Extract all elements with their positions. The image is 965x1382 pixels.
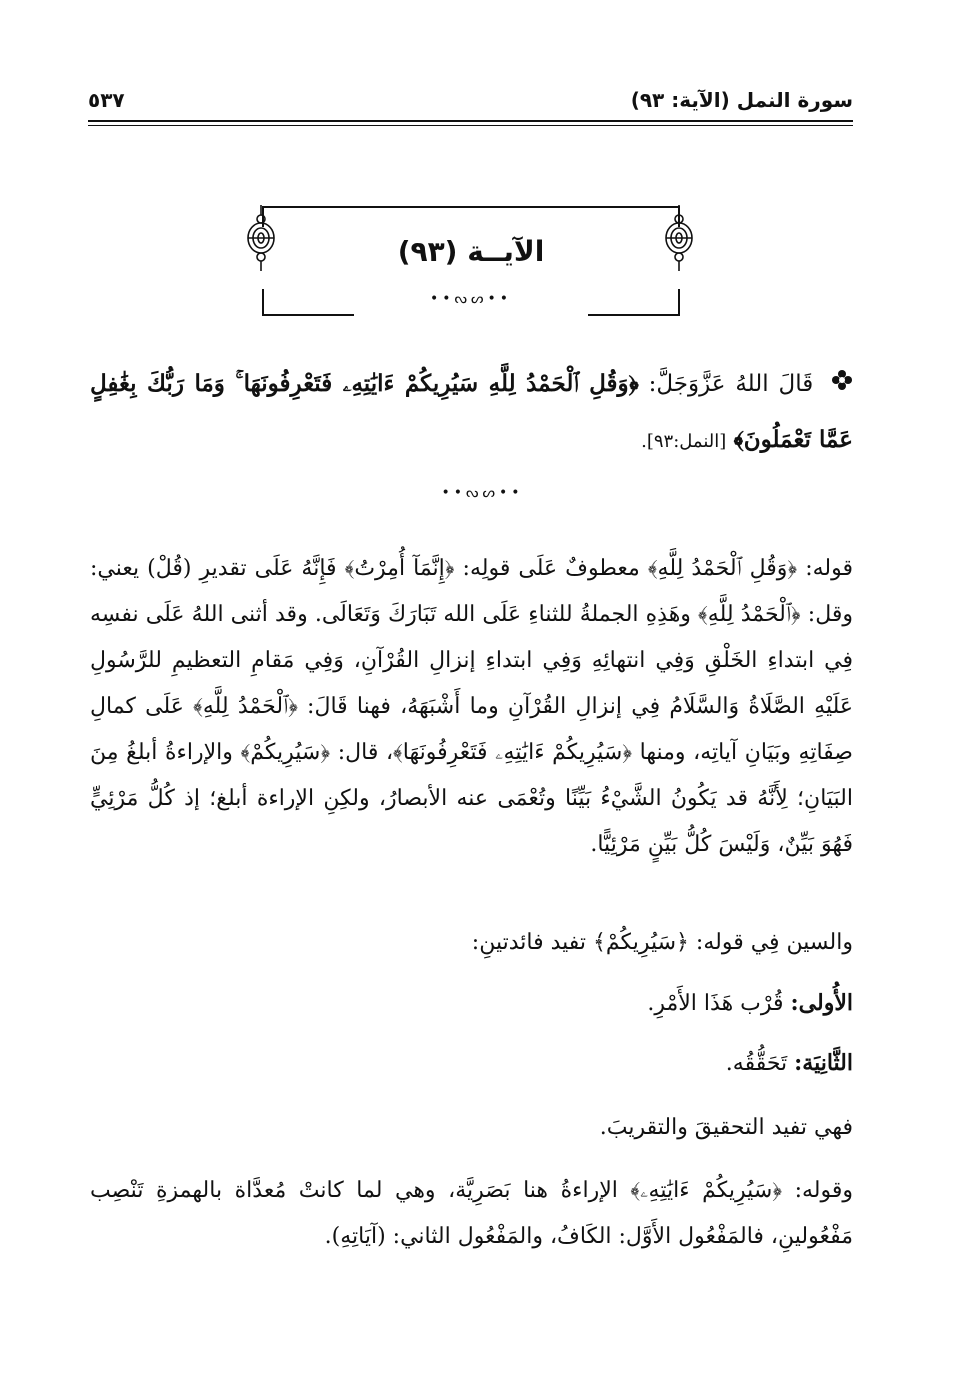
first-text: قُرْب هَذَا الأَمْرِ. (647, 991, 784, 1016)
header-rule (88, 120, 853, 122)
second-text: تَحَقُّقُه. (725, 1051, 788, 1076)
second-label: الثَّانِيَة: (794, 1050, 853, 1076)
separator-ornament: ••ᔓᔕ•• (441, 485, 524, 501)
title-ornament: ••ᔓᔕ•• (430, 291, 512, 307)
page-number: ٥٣٧ (88, 88, 125, 112)
running-title: سورة النمل (الآية: ٩٣) (630, 88, 853, 112)
paragraph-2: والسين فِي قوله: ﴿سَيُرِيكُمْ﴾ تفيد فائدتينِ: (471, 930, 853, 955)
paragraph-1: قوله: ﴿وَقُلِ ٱلْحَمْدُ لِلَّهِ﴾ معطوفٌ عَلَى قولِه: ﴿إِنَّمَآ أُمِرْتُ﴾ فَإِنَّهُ عَلَى تقديرِ (قُلْ) يعني: وقل: ﴿ٱلْحَمْدُ لِلَّهِ﴾ وهَذِهِ الجملةُ للثناءِ عَلَى الله تَبَارَكَ وَتَعَالَى. وقد أثنى اللهُ عَلَى نفسِه فِي ابتداءِ الخَلْقِ وَفِي انتهائِهِ وَفِي ابتداءِ إنزالِ القُرْآنِ، وَفِي مَقامِ التعظيمِ للرَّسُولِ عَلَيْهِ الصَّلَاةُ وَالسَّلَامُ فِي إنزالِ القُرْآنِ وما أَشْبَهَهُ، فهنا قَالَ: ﴿ٱلْحَمْدُ لِلَّهِ﴾ عَلَى كمالِ صِفَاتِهِ وبَيَانِ آياتِه، ومنها ﴿سَيُرِيكُمْ ءَايَٰتِهِۦ فَتَعْرِفُونَهَا﴾، قال: ﴿سَيُرِيكُمْ﴾ والإراءةُ أبلغُ مِنَ البَيَانِ؛ لِأَنَّهُ قد يَكُونُ الشَّيْءُ بَيِّنًا وتُعْمَى عنه الأبصارُ، ولكِنِ الإراءة أبلغ؛ إذ كُلُّ مَرْئِيٍّ فَهُوَ بَيِّنٌ، وَلَيْسَ كُلُّ بَيِّنٍ مَرْئِيًّا. (90, 556, 853, 857)
flower-bullet-icon (831, 369, 853, 391)
second-benefit (726, 1050, 853, 1076)
section-title-frame (262, 205, 680, 317)
verse-block (90, 356, 853, 470)
first-benefit (647, 990, 853, 1016)
section-title: الآيــة (٩٣) (397, 235, 545, 268)
first-label: الأُولى: (790, 990, 853, 1016)
header-rule-thin (88, 125, 853, 126)
page-header (88, 82, 853, 122)
paragraph-4: وقوله: ﴿سَيُرِيكُمْ ءَايَٰتِهِۦ﴾ الإراءةُ هنا بَصَرِيَّة، وهي لما كانتْ مُعدَّاة بالهمزةِ تَنْصِب مَفْعُولينِ، فالمَفْعُول الأَوَّل: الكَافُ، والمَفْعُول الثاني: (آيَاتِهِ). (90, 1178, 853, 1249)
paragraph-3: فهي تفيد التحقيقَ والتقريبَ. (599, 1115, 853, 1140)
verse-text: ﴿وَقُلِ ٱلْحَمْدُ لِلَّهِ سَيُرِيكُمْ ءَايَٰتِهِۦ فَتَعْرِفُونَهَا ۚ وَمَا رَبُّكَ بِغَٰفِلٍ عَمَّا تَعْمَلُونَ﴾ (90, 370, 853, 453)
verse-intro: قَالَ اللهُ عَزَّوَجَلَّ: (648, 371, 814, 397)
verse-reference: [النمل:٩٣]. (641, 431, 727, 452)
